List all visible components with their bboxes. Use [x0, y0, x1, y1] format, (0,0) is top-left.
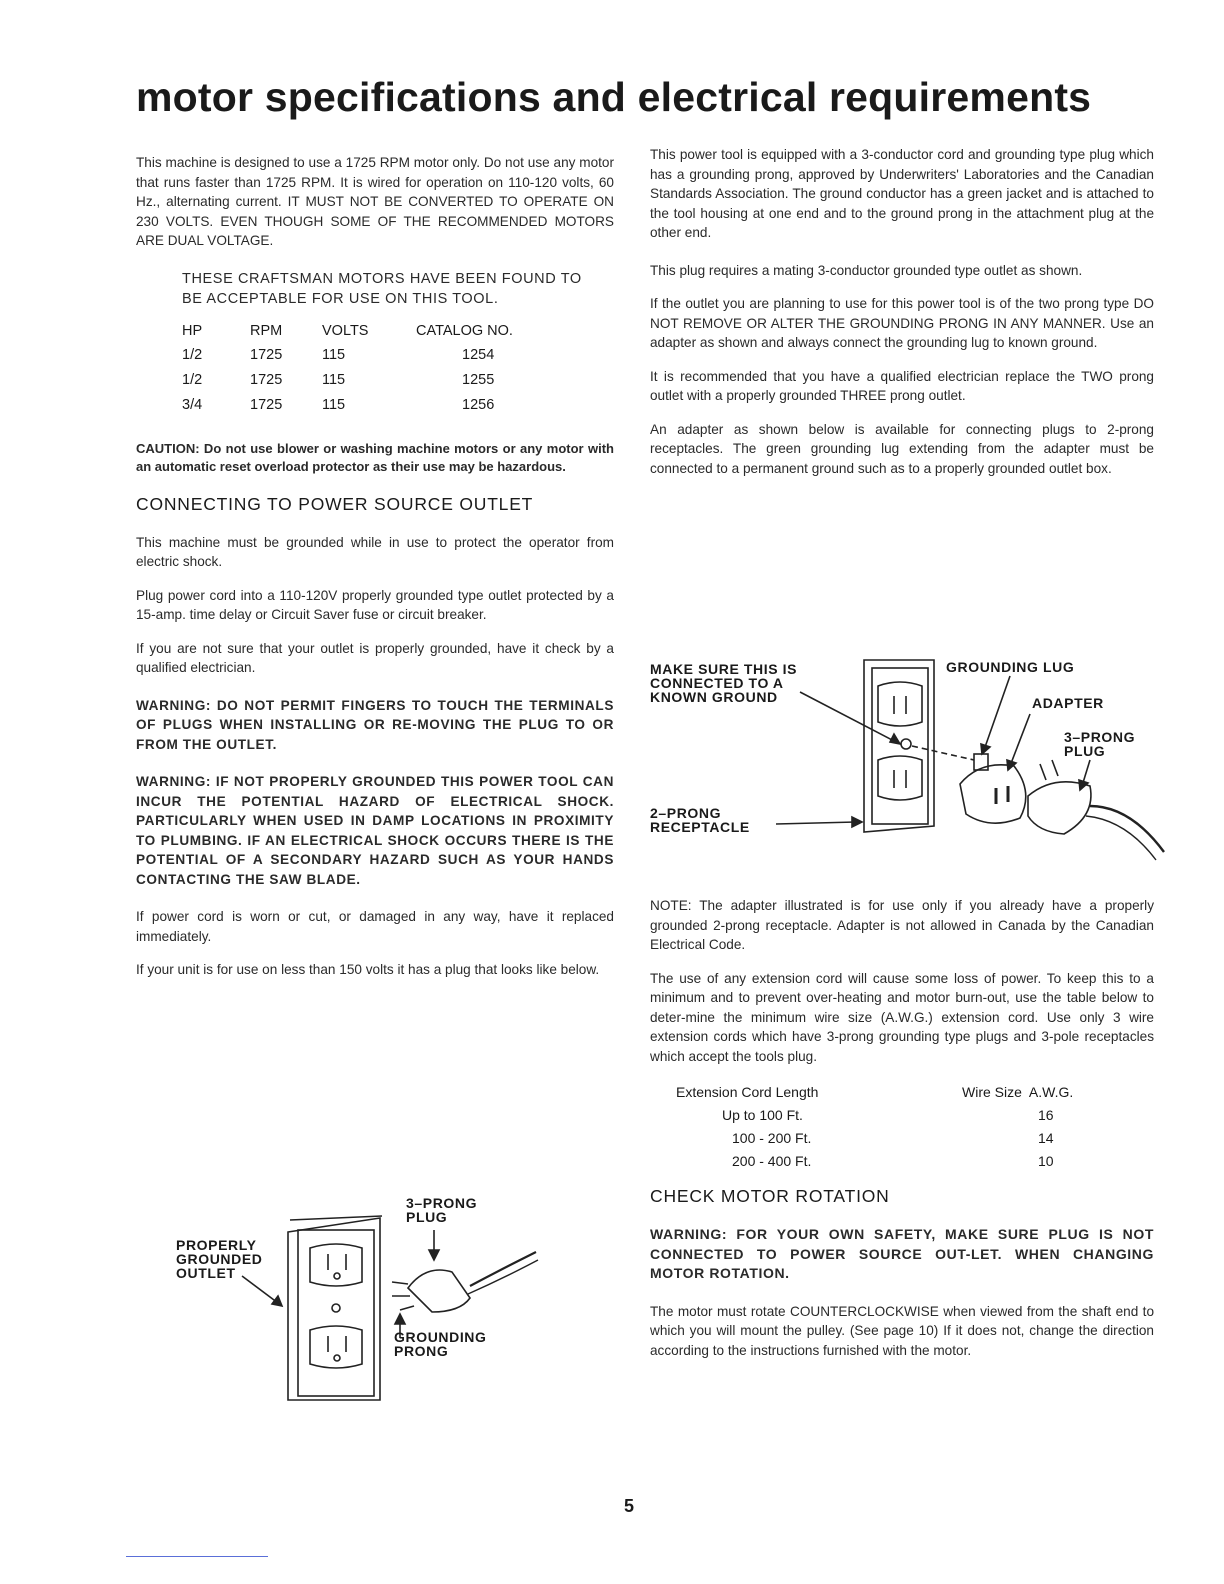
table-cell: 16: [1038, 1106, 1054, 1123]
outlet-check-paragraph: If you are not sure that your outlet is properly grounded, have it check by a qualified electrician.: [136, 640, 614, 675]
label-three-prong-plug-adapter: 3–PRONG PLUG: [1064, 729, 1136, 759]
grounded-outlet-diagram: [170, 1190, 570, 1410]
table-row: [676, 1103, 1073, 1126]
motor-table-header: [182, 319, 546, 343]
plug-type-paragraph: If your unit is for use on less than 150 volts it has a plug that looks like below.: [136, 962, 600, 977]
two-prong-paragraph: If the outlet you are planning to use for this power tool is of the two prong type DO NOT REMOVE OR ALTER THE GROUNDING PRONG IN ANY MANNER. Use an adapter as shown and always connect the grounding lug to known ground.: [650, 296, 1154, 350]
table-row: [182, 343, 546, 368]
table-cell: 10: [1038, 1152, 1054, 1169]
cord-table-header-cell: Wire Size A.W.G.: [962, 1083, 1074, 1100]
table-cell: 1725: [250, 347, 283, 363]
cord-table-header-cell: Extension Cord Length: [676, 1083, 819, 1100]
adapter-note-paragraph: NOTE: The adapter illustrated is for use only if you already have a properly grounded 2-prong receptacle. Adapter is not allowed in Canada by the Canadian Electrical Code.: [650, 898, 1154, 952]
label-properly-grounded-outlet: PROPERLY GROUNDED OUTLET: [176, 1237, 263, 1281]
label-grounding-lug: GROUNDING LUG: [946, 659, 1075, 675]
adapter-paragraph: An adapter as shown below is available for connecting plugs to 2-prong receptacles. The green grounding lug extending from the adapter must be connected to a permanent ground such as to a properly grounded outlet box.: [650, 421, 1154, 476]
warning-rotation: WARNING: FOR YOUR OWN SAFETY, MAKE SURE PLUG IS NOT CONNECTED TO POWER SOURCE OUT-LET. WHEN CHANGING MOTOR ROTATION.: [650, 1226, 1154, 1281]
grounding-paragraph: This machine must be grounded while in use to protect the operator from electric shock.: [136, 534, 614, 569]
table-cell: 1/2: [182, 347, 203, 363]
accepted-motors-note: THESE CRAFTSMAN MOTORS HAVE BEEN FOUND TO BE ACCEPTABLE FOR USE ON THIS TOOL.: [182, 270, 582, 307]
warning-fingers: WARNING: DO NOT PERMIT FINGERS TO TOUCH THE TERMINALS OF PLUGS WHEN INSTALLING OR RE-MOVING THE PLUG TO OR FROM THE OUTLET.: [136, 697, 614, 752]
table-cell: 200 - 400 Ft.: [732, 1152, 812, 1169]
table-cell: 1725: [250, 372, 283, 388]
adapter-diagram: [650, 656, 1170, 866]
table-cell: 115: [322, 347, 346, 363]
recommend-electrician-paragraph: It is recommended that you have a qualified electrician replace the TWO prong outlet with a properly grounded THREE prong outlet.: [650, 368, 1154, 403]
motor-table-header-cell: HP: [182, 322, 203, 339]
section-heading-connecting: CONNECTING TO POWER SOURCE OUTLET: [136, 493, 534, 514]
table-cell: Up to 100 Ft.: [722, 1106, 803, 1123]
section-heading-rotation: CHECK MOTOR ROTATION: [650, 1186, 890, 1206]
table-cell: 1725: [250, 397, 283, 413]
three-conductor-paragraph: This power tool is equipped with a 3-conductor cord and grounding type plug which has a grounding prong, approved by Underwriters' Laboratories and the Canadian Standards Association. The ground conductor has a green jacket and is attached to the tool housing at one end and to the ground prong in the attachment plug at the other end.: [650, 147, 1154, 240]
table-row: [182, 393, 546, 418]
extension-cord-paragraph: The use of any extension cord will cause some loss of power. To keep this to a minimum and to prevent over-heating and motor burn-out, use the table below to deter-mine the minimum wire size (A.W.G.) extension cord. Use only 3 wire extension cords which have 3-prong grounding type plugs and 3-pole receptacles which accept the tools plug.: [650, 970, 1154, 1064]
label-adapter: ADAPTER: [1032, 695, 1104, 711]
table-cell: 1255: [462, 372, 495, 388]
table-cell: 115: [322, 397, 346, 413]
warning-grounding: WARNING: IF NOT PROPERLY GROUNDED THIS POWER TOOL CAN INCUR THE POTENTIAL HAZARD OF ELECTRICAL SHOCK. PARTICULARLY WHEN USED IN DAMP LOCATIONS IN PROXIMITY TO PLUMBING. IF AN ELECTRICAL SHOCK OCCURS THERE IS THE POTENTIAL OF A SECONDARY HAZARD SUCH AS YOUR HANDS CONTACTING THE SAW BLADE.: [136, 774, 614, 887]
plug-power-paragraph: Plug power cord into a 110-120V properly grounded type outlet protected by a 15-amp. time delay or Circuit Saver fuse or circuit breaker.: [136, 587, 614, 622]
table-cell: 3/4: [182, 397, 203, 413]
footer-rule: [126, 1556, 268, 1557]
table-row: [676, 1126, 1073, 1149]
table-cell: 1256: [462, 397, 495, 413]
page-number: 5: [624, 1496, 635, 1516]
table-cell: 115: [322, 372, 346, 388]
motor-table-header-cell: CATALOG NO.: [416, 322, 513, 339]
outlet-plug-illustration: [170, 1190, 570, 1410]
table-cell: 100 - 200 Ft.: [732, 1129, 812, 1146]
cord-damage-paragraph: If power cord is worn or cut, or damaged in any way, have it replaced immediately.: [136, 909, 614, 944]
table-cell: 1/2: [182, 372, 203, 388]
table-cell: 1254: [462, 347, 495, 363]
caution-paragraph: CAUTION: Do not use blower or washing machine motors or any motor with an automatic reset overload protector as their use may be hazardous.: [136, 440, 614, 474]
label-make-sure-known-ground: MAKE SURE THIS IS CONNECTED TO A KNOWN GROUND: [650, 661, 798, 705]
motor-intro-paragraph: This machine is designed to use a 1725 RPM motor only. Do not use any motor that runs faster than 1725 RPM. It is wired for operation on 110-120 volts, 60 Hz., alternating current. IT MUST NOT BE CONVERTED TO OPERATE ON 230 VOLTS. EVEN THOUGH SOME OF THE RECOMMENDED MOTORS ARE DUAL VOLTAGE.: [136, 155, 614, 248]
cord-table-header: [676, 1080, 1073, 1103]
table-row: [182, 368, 546, 393]
table-row: [676, 1149, 1073, 1172]
extension-cord-table: [676, 1080, 1073, 1172]
table-cell: 14: [1038, 1129, 1054, 1146]
mating-outlet-paragraph: This plug requires a mating 3-conductor grounded type outlet as shown.: [650, 262, 1083, 278]
label-grounding-prong: GROUNDING PRONG: [394, 1329, 487, 1359]
label-three-prong-plug: 3–PRONG PLUG: [406, 1195, 478, 1225]
page-title: motor specifications and electrical requirements: [136, 74, 1092, 120]
label-two-prong-receptacle: 2–PRONG RECEPTACLE: [650, 805, 750, 835]
left-column: [136, 153, 614, 980]
rotation-paragraph: The motor must rotate COUNTERCLOCKWISE when viewed from the shaft end to which you will mount the pulley. (See page 10) If it does not, change the direction according to the instructions furnished with the motor.: [650, 1303, 1154, 1358]
motor-table-header-cell: VOLTS: [322, 322, 369, 339]
motor-table: [182, 319, 546, 418]
right-column: [650, 145, 1154, 478]
right-column-lower: [650, 896, 1154, 1360]
motor-table-header-cell: RPM: [250, 322, 283, 339]
